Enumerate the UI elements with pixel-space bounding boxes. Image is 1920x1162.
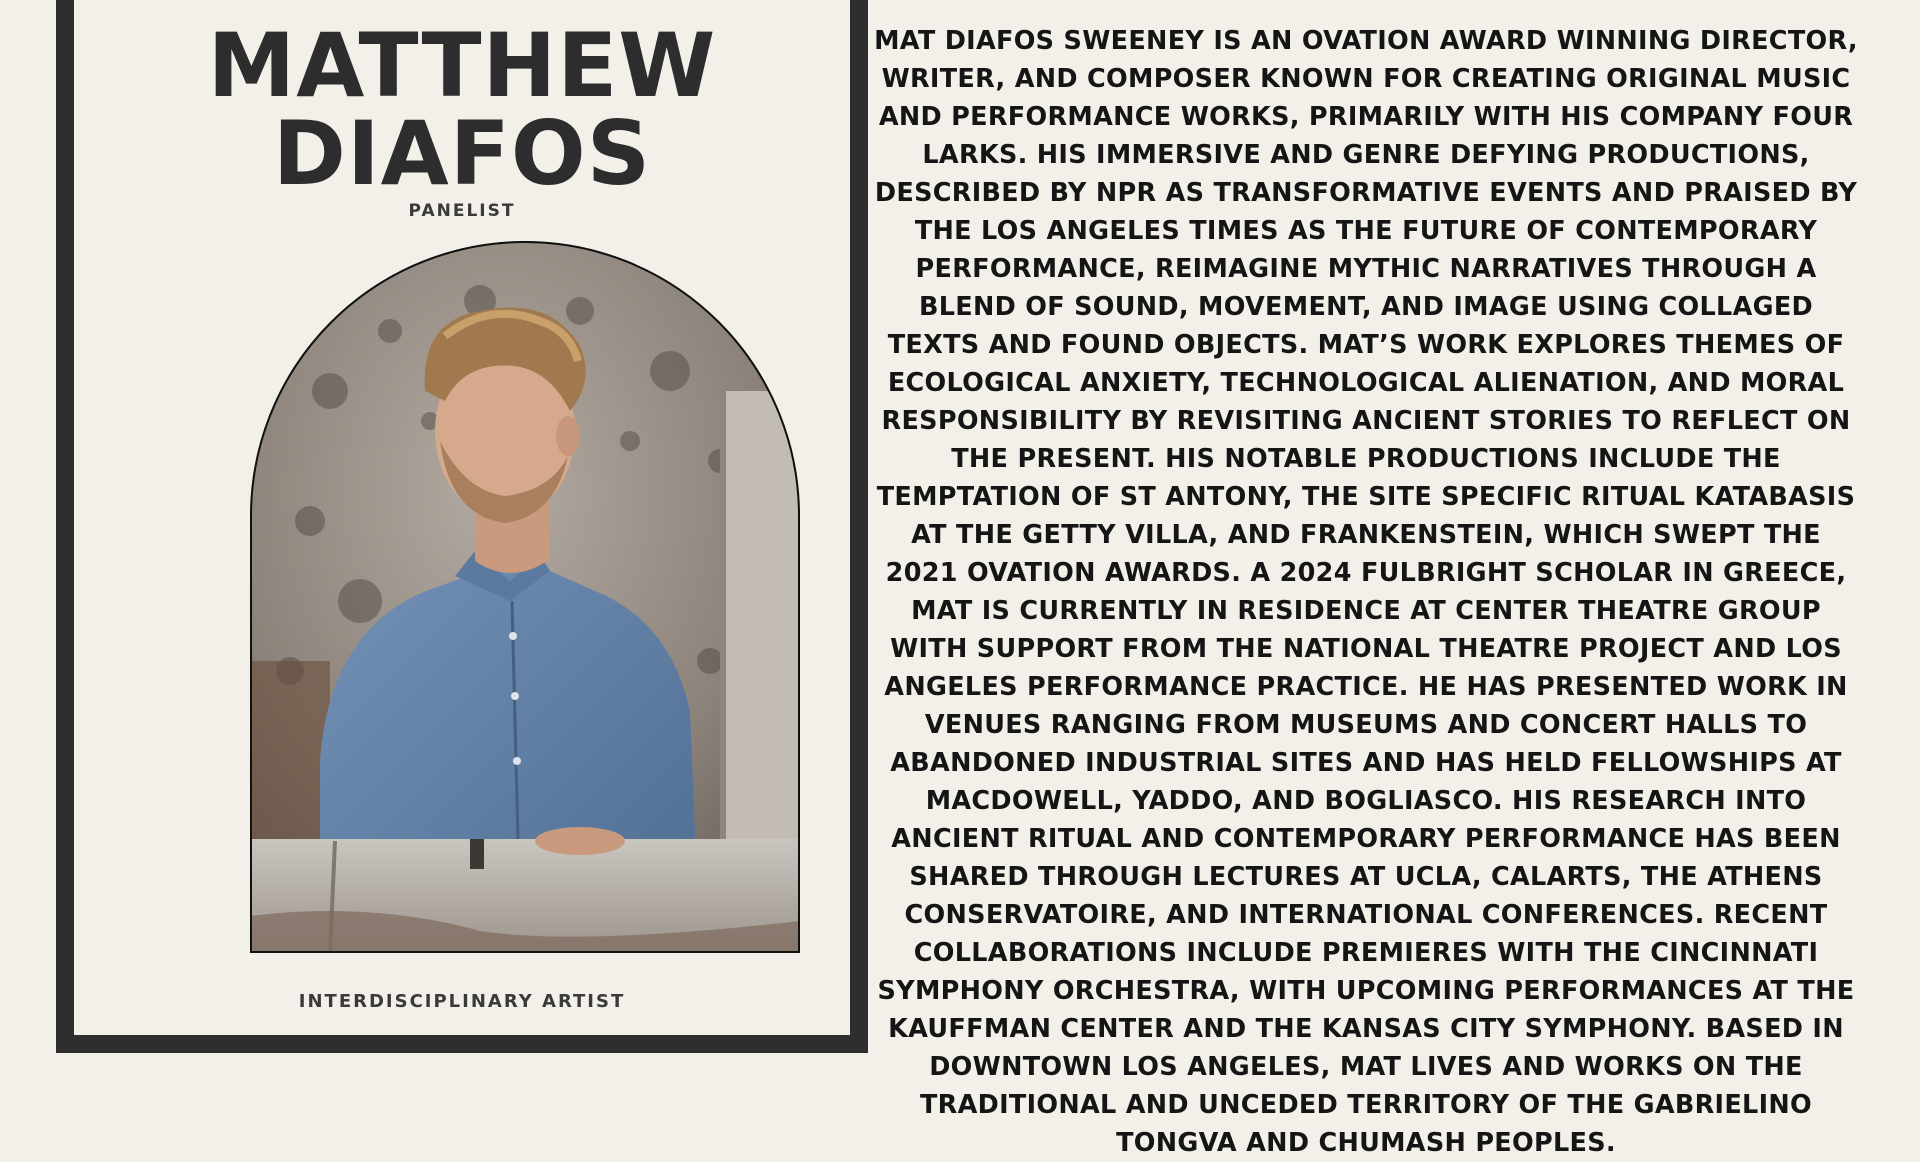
speaker-subtitle: INTERDISCIPLINARY ARTIST xyxy=(298,991,626,1012)
speaker-bio: MAT DIAFOS SWEENEY IS AN OVATION AWARD WINNING DIRECTOR, WRITER, AND COMPOSER KNOWN FOR CREATING ORIGINAL MUSIC AND PERFORMANCE WORKS, PRIMARILY WITH HIS COMPANY FOUR LARKS. HIS IMMERSIVE AND GENRE DEFYING PRODUCTIONS, DESCRIBED BY NPR AS TRANSFORMATIVE EVENTS AND PRAISED BY THE LOS ANGELES TIMES AS THE FUTURE OF CONTEMPORARY PERFORMANCE, REIMAGINE MYTHIC NARRATIVES THROUGH A BLEND OF SOUND, MOVEMENT, AND IMAGE USING COLLAGED TEXTS AND FOUND OBJECTS. MAT’S WORK EXPLORES THEMES OF ECOLOGICAL ANXIETY, TECHNOLOGICAL ALIENATION, AND MORAL RESPONSIBILITY BY REVISITING ANCIENT STORIES TO REFLECT ON THE PRESENT. HIS NOTABLE PRODUCTIONS INCLUDE THE TEMPTATION OF ST ANTONY, THE SITE SPECIFIC RITUAL KATABASIS AT THE GETTY VILLA, AND FRANKENSTEIN, WHICH SWEPT THE 2021 OVATION AWARDS. A 2024 FULBRIGHT SCHOLAR IN GREECE, MAT IS CURRENTLY IN RESIDENCE AT CENTER THEATRE GROUP WITH SUPPORT FROM THE NATIONAL THEATRE PROJECT AND LOS ANGELES PERFORMANCE PRACTICE. HE HAS PRESENTED WORK IN VENUES RANGING FROM MUSEUMS AND CONCERT HALLS TO ABANDONED INDUSTRIAL SITES AND HAS HELD FELLOWSHIPS AT MACDOWELL, YADDO, AND BOGLIASCO. HIS RESEARCH INTO ANCIENT RITUAL AND CONTEMPORARY PERFORMANCE HAS BEEN SHARED THROUGH LECTURES AT UCLA, CALARTS, THE ATHENS CONSERVATOIRE, AND INTERNATIONAL CONFERENCES. RECENT COLLABORATIONS INCLUDE PREMIERES WITH THE CINCINNATI SYMPHONY ORCHESTRA, WITH UPCOMING PERFORMANCES AT THE KAUFFMAN CENTER AND THE KANSAS CITY SYMPHONY. BASED IN DOWNTOWN LOS ANGELES, MAT LIVES AND WORKS ON THE TRADITIONAL AND UNCEDED TERRITORY OF THE GABRIELINO TONGVA AND CHUMASH PEOPLES. xyxy=(874,26,1858,1158)
speaker-first-name: MATTHEW xyxy=(207,14,717,117)
speaker-role: PANELIST xyxy=(408,201,516,221)
speaker-last-name: DIAFOS xyxy=(272,102,652,205)
speaker-card xyxy=(56,0,868,1053)
speaker-portrait xyxy=(250,241,800,953)
portrait-photo-icon xyxy=(250,241,800,953)
speaker-name xyxy=(74,14,850,205)
